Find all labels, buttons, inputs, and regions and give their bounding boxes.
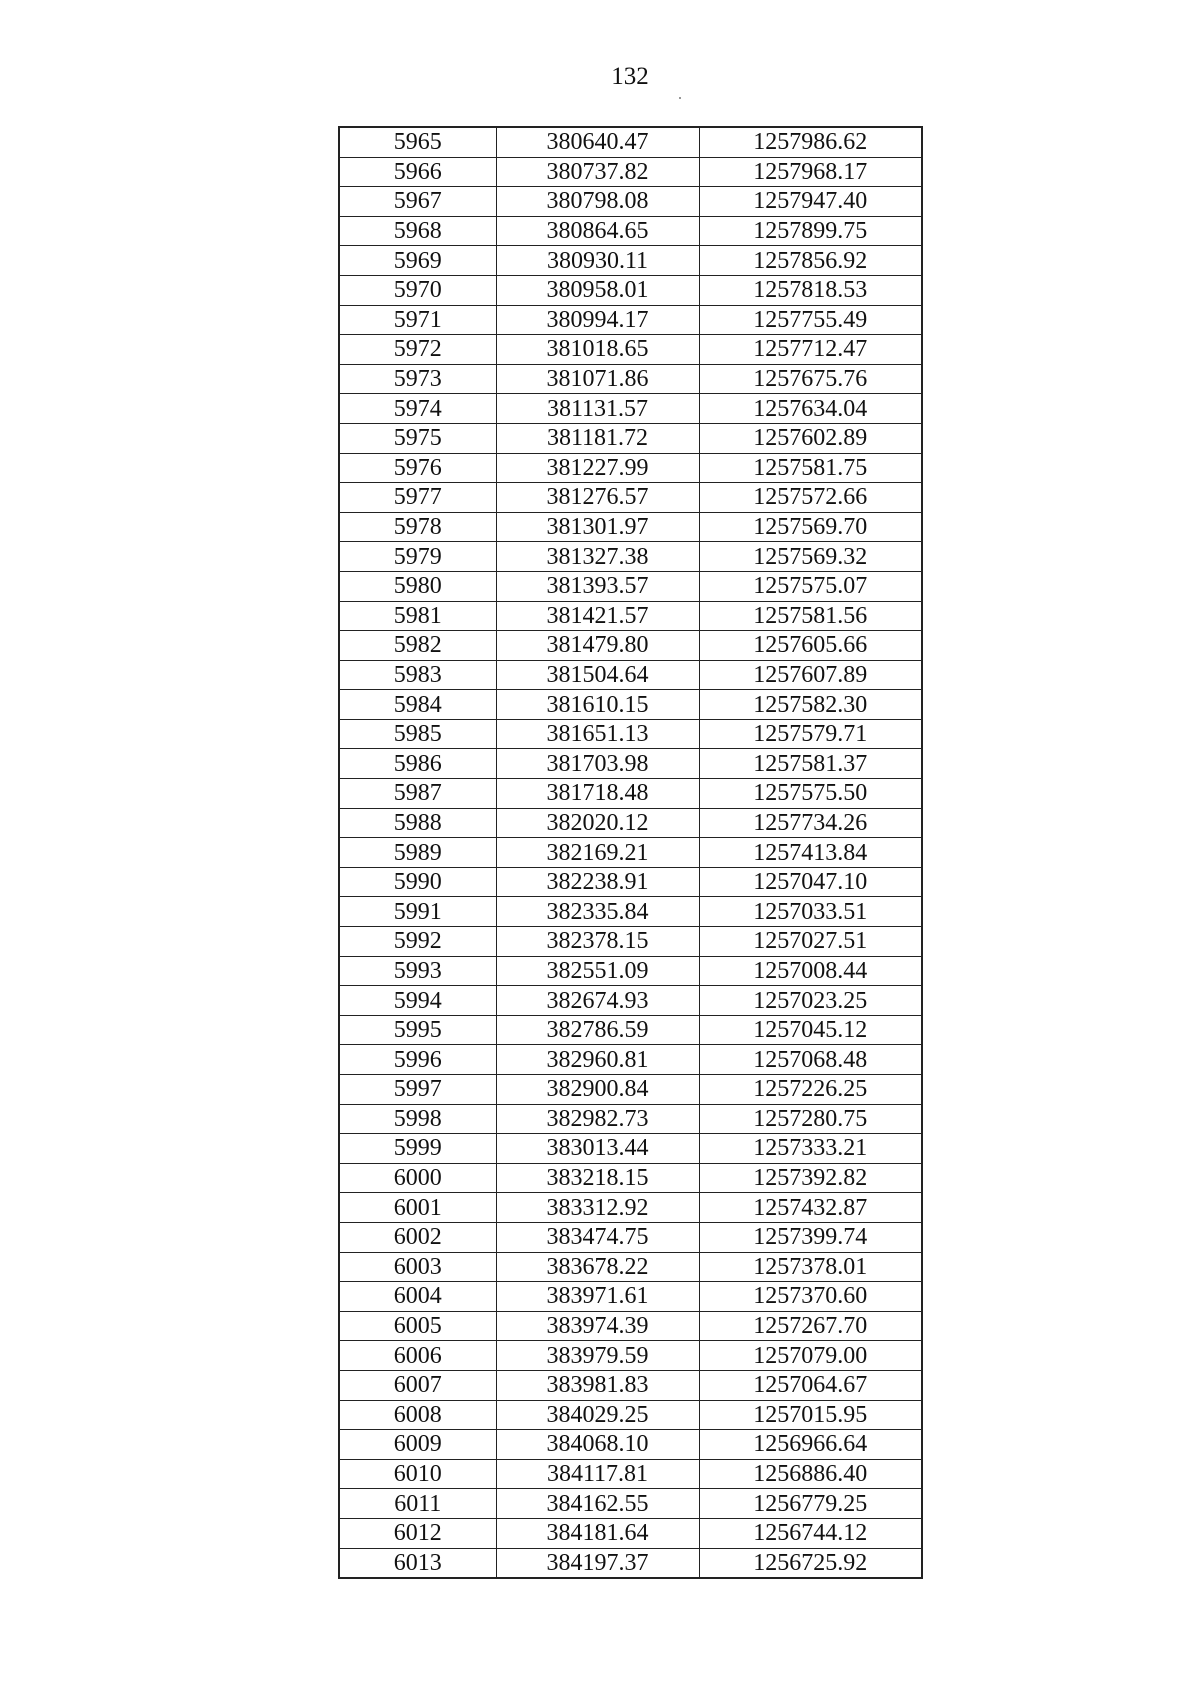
table-row <box>339 1518 922 1548</box>
table-row <box>339 1548 922 1578</box>
x-coordinate-cell: 381504.64 <box>496 660 699 690</box>
x-coordinate-cell: 384068.10 <box>496 1430 699 1460</box>
x-coordinate-cell: 382900.84 <box>496 1075 699 1105</box>
point-number-cell: 5965 <box>339 127 496 157</box>
point-number-cell: 5993 <box>339 956 496 986</box>
coordinate-table <box>338 126 923 1579</box>
y-coordinate-cell: 1257581.56 <box>699 601 922 631</box>
table-row <box>339 719 922 749</box>
point-number-cell: 5969 <box>339 246 496 276</box>
point-number-cell: 6000 <box>339 1163 496 1193</box>
table-row <box>339 127 922 157</box>
y-coordinate-cell: 1257947.40 <box>699 187 922 217</box>
x-coordinate-cell: 381131.57 <box>496 394 699 424</box>
page-number: 132 <box>611 63 649 90</box>
table-row <box>339 1430 922 1460</box>
y-coordinate-cell: 1256744.12 <box>699 1518 922 1548</box>
scan-artifact-dot <box>679 97 681 99</box>
point-number-cell: 6013 <box>339 1548 496 1578</box>
point-number-cell: 5985 <box>339 719 496 749</box>
x-coordinate-cell: 382982.73 <box>496 1104 699 1134</box>
point-number-cell: 5978 <box>339 512 496 542</box>
point-number-cell: 5981 <box>339 601 496 631</box>
table-row <box>339 601 922 631</box>
y-coordinate-cell: 1257605.66 <box>699 631 922 661</box>
y-coordinate-cell: 1257575.50 <box>699 779 922 809</box>
point-number-cell: 5974 <box>339 394 496 424</box>
y-coordinate-cell: 1257986.62 <box>699 127 922 157</box>
table-row <box>339 335 922 365</box>
point-number-cell: 6008 <box>339 1400 496 1430</box>
table-row <box>339 986 922 1016</box>
y-coordinate-cell: 1257047.10 <box>699 867 922 897</box>
y-coordinate-cell: 1257575.07 <box>699 571 922 601</box>
table-row <box>339 542 922 572</box>
y-coordinate-cell: 1257226.25 <box>699 1075 922 1105</box>
y-coordinate-cell: 1257581.37 <box>699 749 922 779</box>
x-coordinate-cell: 382169.21 <box>496 838 699 868</box>
x-coordinate-cell: 382786.59 <box>496 1015 699 1045</box>
x-coordinate-cell: 380737.82 <box>496 157 699 187</box>
y-coordinate-cell: 1257392.82 <box>699 1163 922 1193</box>
table-row <box>339 364 922 394</box>
y-coordinate-cell: 1257602.89 <box>699 423 922 453</box>
point-number-cell: 6004 <box>339 1282 496 1312</box>
table-row <box>339 631 922 661</box>
x-coordinate-cell: 382238.91 <box>496 867 699 897</box>
table-row <box>339 1282 922 1312</box>
y-coordinate-cell: 1257267.70 <box>699 1311 922 1341</box>
x-coordinate-cell: 384181.64 <box>496 1518 699 1548</box>
table-row <box>339 305 922 335</box>
y-coordinate-cell: 1257045.12 <box>699 1015 922 1045</box>
x-coordinate-cell: 383013.44 <box>496 1134 699 1164</box>
table-row <box>339 838 922 868</box>
point-number-cell: 5971 <box>339 305 496 335</box>
y-coordinate-cell: 1257399.74 <box>699 1222 922 1252</box>
x-coordinate-cell: 381421.57 <box>496 601 699 631</box>
table-row <box>339 1341 922 1371</box>
x-coordinate-cell: 381071.86 <box>496 364 699 394</box>
point-number-cell: 5995 <box>339 1015 496 1045</box>
point-number-cell: 5986 <box>339 749 496 779</box>
table-row <box>339 483 922 513</box>
y-coordinate-cell: 1257968.17 <box>699 157 922 187</box>
table-row <box>339 867 922 897</box>
table-row <box>339 1015 922 1045</box>
point-number-cell: 6006 <box>339 1341 496 1371</box>
x-coordinate-cell: 382335.84 <box>496 897 699 927</box>
y-coordinate-cell: 1257280.75 <box>699 1104 922 1134</box>
table-row <box>339 512 922 542</box>
x-coordinate-cell: 383979.59 <box>496 1341 699 1371</box>
y-coordinate-cell: 1257432.87 <box>699 1193 922 1223</box>
x-coordinate-cell: 381393.57 <box>496 571 699 601</box>
point-number-cell: 5997 <box>339 1075 496 1105</box>
x-coordinate-cell: 381651.13 <box>496 719 699 749</box>
y-coordinate-cell: 1257734.26 <box>699 808 922 838</box>
point-number-cell: 5983 <box>339 660 496 690</box>
x-coordinate-cell: 384029.25 <box>496 1400 699 1430</box>
point-number-cell: 6003 <box>339 1252 496 1282</box>
point-number-cell: 5980 <box>339 571 496 601</box>
x-coordinate-cell: 382020.12 <box>496 808 699 838</box>
x-coordinate-cell: 381276.57 <box>496 483 699 513</box>
y-coordinate-cell: 1257634.04 <box>699 394 922 424</box>
x-coordinate-cell: 384162.55 <box>496 1489 699 1519</box>
y-coordinate-cell: 1257023.25 <box>699 986 922 1016</box>
table-row <box>339 897 922 927</box>
y-coordinate-cell: 1257569.70 <box>699 512 922 542</box>
point-number-cell: 6007 <box>339 1370 496 1400</box>
x-coordinate-cell: 382674.93 <box>496 986 699 1016</box>
x-coordinate-cell: 381227.99 <box>496 453 699 483</box>
x-coordinate-cell: 383218.15 <box>496 1163 699 1193</box>
point-number-cell: 5990 <box>339 867 496 897</box>
x-coordinate-cell: 383971.61 <box>496 1282 699 1312</box>
y-coordinate-cell: 1257413.84 <box>699 838 922 868</box>
table-row <box>339 749 922 779</box>
x-coordinate-cell: 380994.17 <box>496 305 699 335</box>
table-row <box>339 157 922 187</box>
x-coordinate-cell: 381718.48 <box>496 779 699 809</box>
point-number-cell: 6005 <box>339 1311 496 1341</box>
y-coordinate-cell: 1257333.21 <box>699 1134 922 1164</box>
x-coordinate-cell: 381301.97 <box>496 512 699 542</box>
y-coordinate-cell: 1257064.67 <box>699 1370 922 1400</box>
y-coordinate-cell: 1256725.92 <box>699 1548 922 1578</box>
point-number-cell: 5996 <box>339 1045 496 1075</box>
point-number-cell: 5970 <box>339 275 496 305</box>
table-row <box>339 1370 922 1400</box>
table-row <box>339 187 922 217</box>
table-row <box>339 927 922 957</box>
point-number-cell: 5968 <box>339 216 496 246</box>
y-coordinate-cell: 1257572.66 <box>699 483 922 513</box>
point-number-cell: 5984 <box>339 690 496 720</box>
y-coordinate-cell: 1257899.75 <box>699 216 922 246</box>
point-number-cell: 5972 <box>339 335 496 365</box>
table-row <box>339 1104 922 1134</box>
x-coordinate-cell: 383981.83 <box>496 1370 699 1400</box>
x-coordinate-cell: 381018.65 <box>496 335 699 365</box>
point-number-cell: 5966 <box>339 157 496 187</box>
x-coordinate-cell: 380864.65 <box>496 216 699 246</box>
table-row <box>339 690 922 720</box>
point-number-cell: 5992 <box>339 927 496 957</box>
point-number-cell: 5988 <box>339 808 496 838</box>
table-row <box>339 394 922 424</box>
x-coordinate-cell: 384117.81 <box>496 1459 699 1489</box>
table-row <box>339 808 922 838</box>
x-coordinate-cell: 380640.47 <box>496 127 699 157</box>
table-row <box>339 423 922 453</box>
x-coordinate-cell: 383312.92 <box>496 1193 699 1223</box>
y-coordinate-cell: 1257675.76 <box>699 364 922 394</box>
table-row <box>339 1193 922 1223</box>
x-coordinate-cell: 382551.09 <box>496 956 699 986</box>
y-coordinate-cell: 1257818.53 <box>699 275 922 305</box>
y-coordinate-cell: 1257607.89 <box>699 660 922 690</box>
y-coordinate-cell: 1257378.01 <box>699 1252 922 1282</box>
y-coordinate-cell: 1257079.00 <box>699 1341 922 1371</box>
x-coordinate-cell: 384197.37 <box>496 1548 699 1578</box>
point-number-cell: 5982 <box>339 631 496 661</box>
point-number-cell: 6002 <box>339 1222 496 1252</box>
y-coordinate-cell: 1257856.92 <box>699 246 922 276</box>
table-row <box>339 1163 922 1193</box>
point-number-cell: 5999 <box>339 1134 496 1164</box>
table-row <box>339 1459 922 1489</box>
point-number-cell: 6010 <box>339 1459 496 1489</box>
y-coordinate-cell: 1257033.51 <box>699 897 922 927</box>
y-coordinate-cell: 1256779.25 <box>699 1489 922 1519</box>
x-coordinate-cell: 383474.75 <box>496 1222 699 1252</box>
table-row <box>339 571 922 601</box>
point-number-cell: 5975 <box>339 423 496 453</box>
table-row <box>339 1489 922 1519</box>
y-coordinate-cell: 1256966.64 <box>699 1430 922 1460</box>
y-coordinate-cell: 1257068.48 <box>699 1045 922 1075</box>
table-body <box>339 127 922 1578</box>
point-number-cell: 5967 <box>339 187 496 217</box>
table-row <box>339 779 922 809</box>
x-coordinate-cell: 381479.80 <box>496 631 699 661</box>
table-row <box>339 1045 922 1075</box>
x-coordinate-cell: 382378.15 <box>496 927 699 957</box>
point-number-cell: 5987 <box>339 779 496 809</box>
x-coordinate-cell: 380798.08 <box>496 187 699 217</box>
table-row <box>339 453 922 483</box>
table-row <box>339 1400 922 1430</box>
point-number-cell: 6009 <box>339 1430 496 1460</box>
y-coordinate-cell: 1257582.30 <box>699 690 922 720</box>
y-coordinate-cell: 1257569.32 <box>699 542 922 572</box>
point-number-cell: 5989 <box>339 838 496 868</box>
y-coordinate-cell: 1257015.95 <box>699 1400 922 1430</box>
table-row <box>339 1134 922 1164</box>
table-row <box>339 1075 922 1105</box>
point-number-cell: 5998 <box>339 1104 496 1134</box>
y-coordinate-cell: 1257712.47 <box>699 335 922 365</box>
table-row <box>339 956 922 986</box>
table-row <box>339 660 922 690</box>
x-coordinate-cell: 380930.11 <box>496 246 699 276</box>
table-row <box>339 275 922 305</box>
y-coordinate-cell: 1257370.60 <box>699 1282 922 1312</box>
point-number-cell: 5976 <box>339 453 496 483</box>
table-row <box>339 216 922 246</box>
y-coordinate-cell: 1257027.51 <box>699 927 922 957</box>
x-coordinate-cell: 381610.15 <box>496 690 699 720</box>
table-row <box>339 1222 922 1252</box>
x-coordinate-cell: 383678.22 <box>496 1252 699 1282</box>
y-coordinate-cell: 1257581.75 <box>699 453 922 483</box>
point-number-cell: 6012 <box>339 1518 496 1548</box>
x-coordinate-cell: 383974.39 <box>496 1311 699 1341</box>
point-number-cell: 5977 <box>339 483 496 513</box>
table-row <box>339 1311 922 1341</box>
point-number-cell: 5991 <box>339 897 496 927</box>
x-coordinate-cell: 381181.72 <box>496 423 699 453</box>
point-number-cell: 6001 <box>339 1193 496 1223</box>
table-row <box>339 246 922 276</box>
x-coordinate-cell: 380958.01 <box>496 275 699 305</box>
x-coordinate-cell: 381327.38 <box>496 542 699 572</box>
point-number-cell: 5979 <box>339 542 496 572</box>
x-coordinate-cell: 381703.98 <box>496 749 699 779</box>
table-row <box>339 1252 922 1282</box>
y-coordinate-cell: 1256886.40 <box>699 1459 922 1489</box>
point-number-cell: 5994 <box>339 986 496 1016</box>
y-coordinate-cell: 1257755.49 <box>699 305 922 335</box>
y-coordinate-cell: 1257579.71 <box>699 719 922 749</box>
point-number-cell: 6011 <box>339 1489 496 1519</box>
y-coordinate-cell: 1257008.44 <box>699 956 922 986</box>
x-coordinate-cell: 382960.81 <box>496 1045 699 1075</box>
point-number-cell: 5973 <box>339 364 496 394</box>
